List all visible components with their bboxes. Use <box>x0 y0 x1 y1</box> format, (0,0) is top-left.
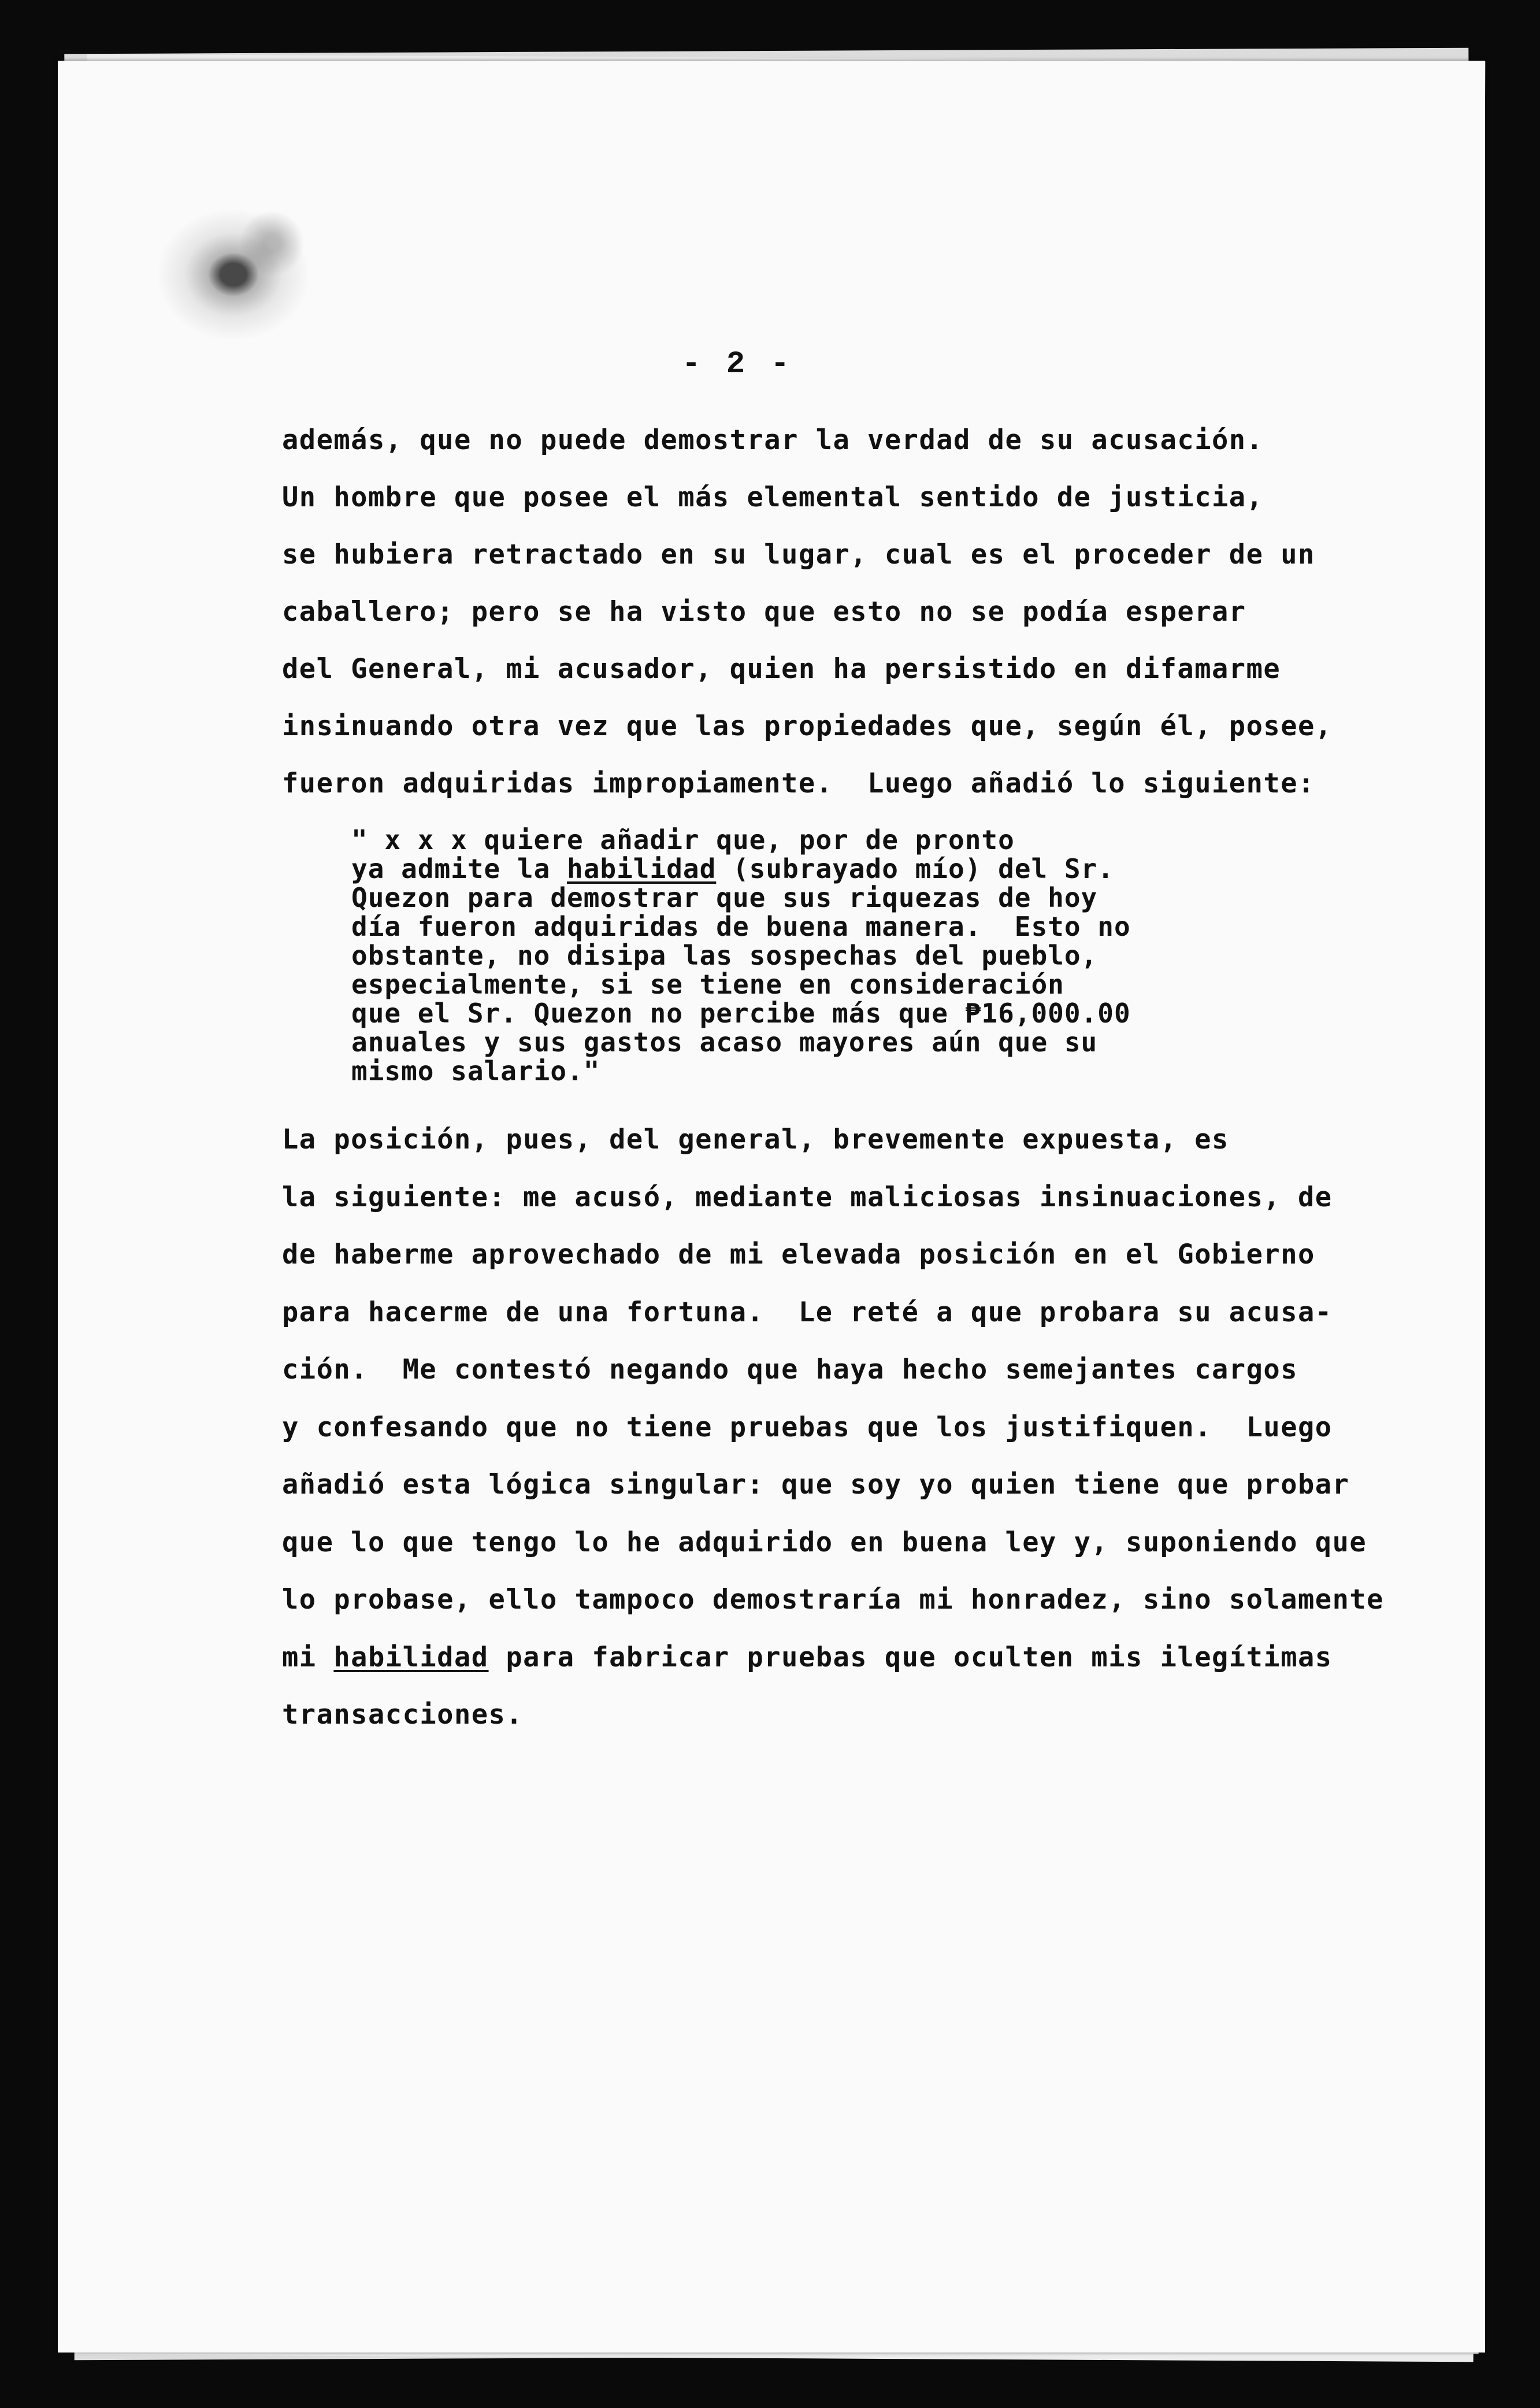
quote-line: " x x x quiere añadir que, por de pronto <box>351 824 1015 855</box>
paragraph-2: La posición, pues, del general, brevemente expuesta, es la siguiente: me acusó, mediante maliciosas insinuaciones, de de haberme aprovechado de mi elevada posición en el Gobierno para hacerme de una fortuna. Le reté a que probara su acusa- ción. Me contestó negando que haya hecho semejantes cargos y confesando que no tiene pruebas que los justifiquen. Luego añadió esta lógica singular: que soy yo quien tiene que probar que lo que tengo lo he adquirido en buena ley y, suponiendo que lo probase, ello tampoco demostraría mi honradez, sino solamente mi habilidad para fabricar pruebas que oculten mis ilegítimas transacciones. <box>282 1124 1384 1731</box>
quote-line: obstante, no disipa las sospechas del pueblo, <box>351 940 1098 971</box>
quote-line: Quezon para demostrar que sus riquezas de hoy <box>351 882 1098 913</box>
quote-line: ya admite la habilidad (subrayado mío) del Sr. <box>351 853 1114 884</box>
quote-line: especialmente, si se tiene en consideración <box>351 969 1064 1000</box>
ink-smudge <box>150 197 324 353</box>
quote-line: día fueron adquiridas de buena manera. Esto no <box>351 911 1131 942</box>
paragraph-1: además, que no puede demostrar la verdad de su acusación. Un hombre que posee el más elemental sentido de justicia, se hubiera retractado en su lugar, cual es el proceder de un caballero; pero se ha visto que esto no se podía esperar del General, mi acusador, quien ha persistido en difamarme insinuando otra vez que las propiedades que, según él, posee, fueron adquiridas impropiamente. Luego añadió lo siguiente: <box>282 424 1333 799</box>
quote-line: anuales y sus gastos acaso mayores aún que su <box>351 1027 1098 1058</box>
block-quote <box>351 825 1218 1086</box>
page-number: - 2 - <box>682 347 793 382</box>
underlined-word: habilidad <box>567 853 717 884</box>
underlined-word: habilidad <box>333 1641 489 1673</box>
quote-line: mismo salario." <box>351 1055 600 1087</box>
quote-line: que el Sr. Quezon no percibe más que ₱16,000.00 <box>351 998 1131 1029</box>
